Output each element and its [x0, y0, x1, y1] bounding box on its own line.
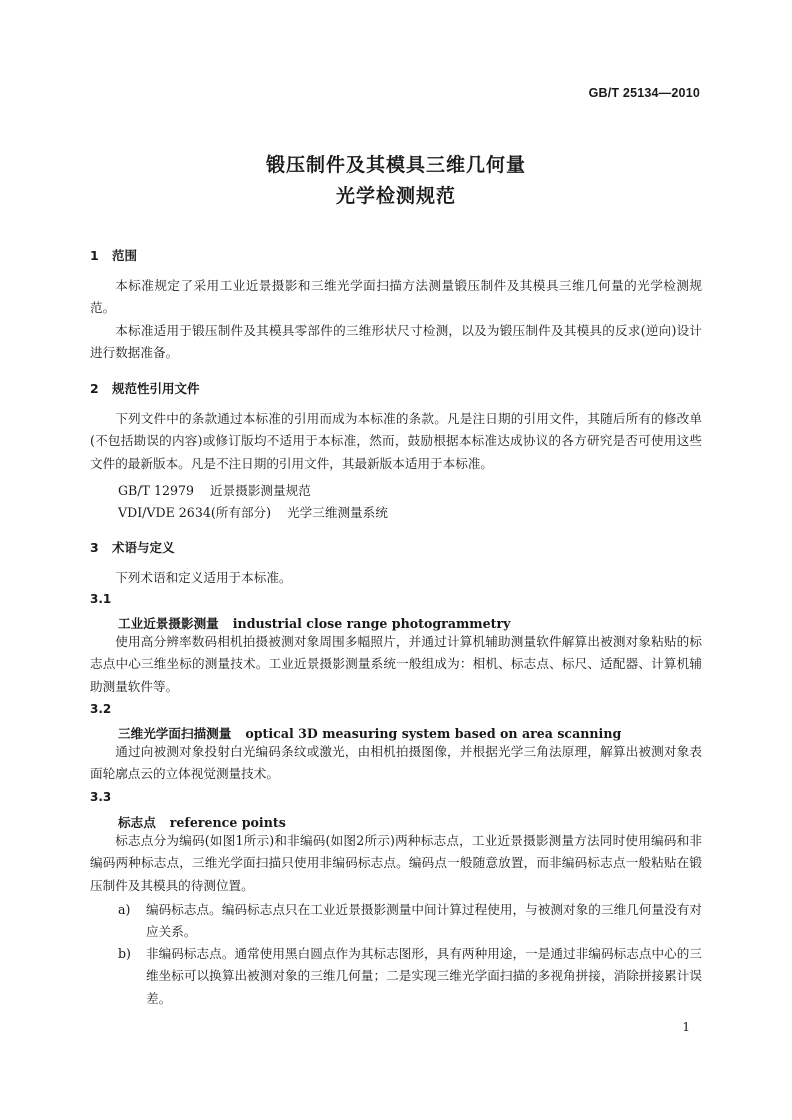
- term-definition: 使用高分辨率数码相机拍摄被测对象周围多幅照片，并通过计算机辅助测量软件解算出被测对象粘贴的标志点中心三维坐标的测量技术。工业近景摄影测量系统一般组成为：相机、标志点、标尺、适配器、计算机辅助测量软件等。: [90, 634, 702, 694]
- section-number: 2: [90, 381, 99, 396]
- section-title: 术语与定义: [112, 540, 175, 555]
- reference-title: 近景摄影测量规范: [210, 483, 311, 498]
- section-3-heading: [90, 538, 175, 556]
- list-item: [118, 943, 702, 1010]
- term-name-zh: 工业近景摄影测量: [118, 616, 219, 631]
- reference-code: GB/T 12979: [118, 483, 195, 498]
- term-number: 3.2: [90, 702, 112, 716]
- section-1-paragraph-1: 本标准规定了采用工业近景摄影和三维光学面扫描方法测量锻压制件及其模具三维几何量的光学检测规范。: [90, 278, 702, 316]
- term-name-zh: 三维光学面扫描测量: [118, 726, 232, 741]
- list-item-label: a): [118, 902, 131, 917]
- term-name: [118, 812, 286, 831]
- term-name-en: reference points: [169, 815, 286, 830]
- list-item-label: b): [118, 946, 131, 961]
- term-definition: 标志点分为编码(如图1所示)和非编码(如图2所示)两种标志点，工业近景摄影测量方法同时使用编码和非编码两种标志点，三维光学面扫描只使用非编码标志点。编码点一般随意放置，而非编码标志点一般粘贴在锻压制件及其模具的待测位置。: [90, 833, 702, 893]
- section-2-paragraph-1: 下列文件中的条款通过本标准的引用而成为本标准的条款。凡是注日期的引用文件，其随后所有的修改单(不包括勘误的内容)或修订版均不适用于本标准，然而，鼓励根据本标准达成协议的各方研究是否可使用这些文件的最新版本。凡是不注日期的引用文件，其最新版本适用于本标准。: [90, 411, 702, 471]
- list-item-text: 编码标志点。编码标志点只在工业近景摄影测量中间计算过程使用，与被测对象的三维几何量没有对应关系。: [146, 902, 702, 940]
- document-title-line1: 锻压制件及其模具三维几何量: [265, 154, 526, 176]
- term-number: 3.1: [90, 592, 112, 606]
- standard-code: GB/T 25134—2010: [588, 86, 700, 100]
- term-name: [118, 723, 621, 742]
- reference-item: [118, 480, 311, 499]
- term-name-en: optical 3D measuring system based on area scanning: [245, 726, 622, 741]
- section-number: 3: [90, 540, 99, 555]
- list-item: [118, 899, 702, 944]
- section-3-intro: 下列术语和定义适用于本标准。: [115, 570, 292, 585]
- reference-code: VDI/VDE 2634(所有部分): [118, 505, 272, 520]
- section-1-heading: [90, 246, 137, 264]
- section-2-heading: [90, 379, 200, 397]
- term-name-en: industrial close range photogrammetry: [232, 616, 511, 631]
- list-item-text: 非编码标志点。通常使用黑白圆点作为其标志图形，具有两种用途，一是通过非编码标志点中心的三维坐标可以换算出被测对象的三维几何量；二是实现三维光学面扫描的多视角拼接，消除拼接累计误差。: [146, 946, 702, 1006]
- term-name: [118, 613, 510, 632]
- section-title: 规范性引用文件: [112, 381, 200, 396]
- reference-title: 光学三维测量系统: [287, 505, 388, 520]
- term-number: 3.3: [90, 790, 112, 804]
- term-name-zh: 标志点: [118, 815, 156, 830]
- section-number: 1: [90, 248, 99, 263]
- page-number: 1: [682, 1020, 690, 1034]
- document-title-line2: 光学检测规范: [335, 185, 456, 207]
- section-title: 范围: [112, 248, 138, 263]
- section-1-paragraph-2: 本标准适用于锻压制件及其模具零部件的三维形状尺寸检测，以及为锻压制件及其模具的反求(逆向)设计进行数据准备。: [90, 323, 702, 361]
- term-definition: 通过向被测对象投射白光编码条纹或激光，由相机拍摄图像，并根据光学三角法原理，解算出被测对象表面轮廓点云的立体视觉测量技术。: [90, 744, 702, 782]
- reference-item: [118, 502, 388, 521]
